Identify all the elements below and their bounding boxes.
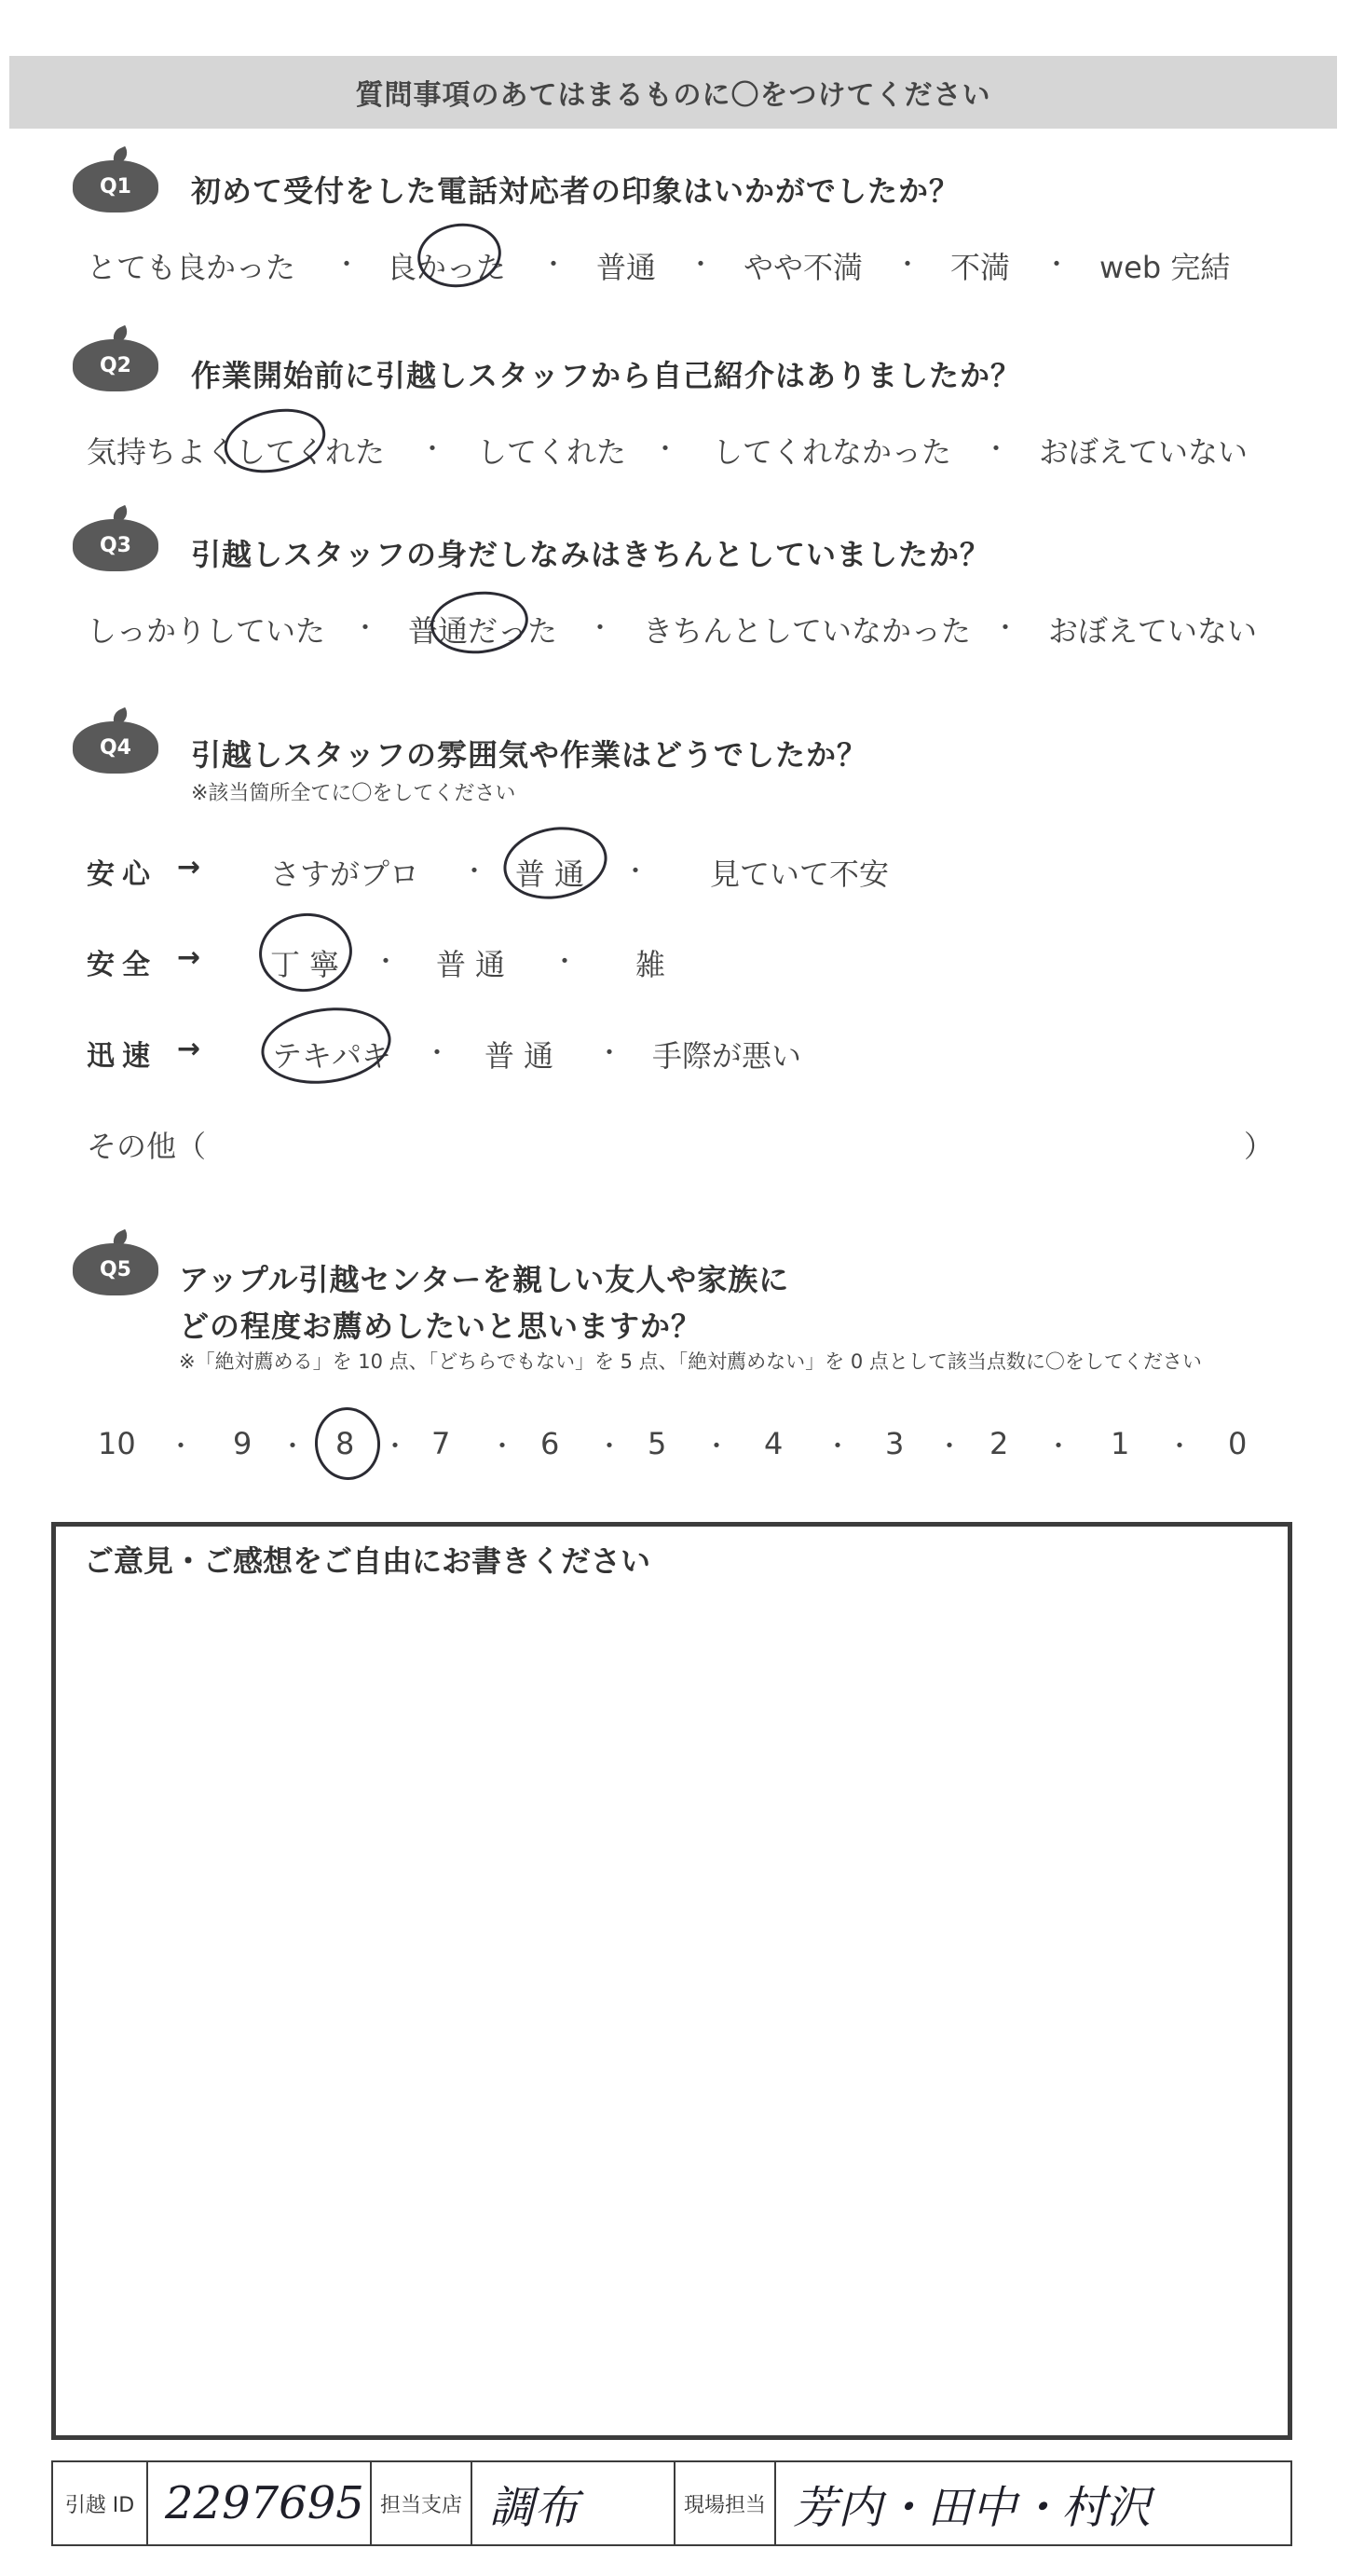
q1-option-3[interactable]: 普通 <box>596 250 657 285</box>
separator-dot: ・ <box>703 1431 730 1461</box>
separator-dot: ・ <box>936 1431 963 1461</box>
separator-dot: ・ <box>688 249 715 280</box>
separator-dot: ・ <box>489 1431 516 1461</box>
q4-row-1-option-2[interactable]: 普通 <box>515 856 594 892</box>
separator-dot: ・ <box>461 856 488 886</box>
q1-option-4[interactable]: やや不満 <box>744 250 864 285</box>
q1-badge <box>73 149 158 211</box>
score-0[interactable]: 0 <box>1228 1426 1248 1461</box>
q1-option-1[interactable]: とても良かった <box>87 250 296 285</box>
branch-label: 担当支店 <box>372 2462 472 2544</box>
score-3[interactable]: 3 <box>885 1426 905 1461</box>
q4-note: ※該当箇所全てに〇をしてください <box>191 782 516 805</box>
q2-option-4[interactable]: おぼえていない <box>1039 434 1249 470</box>
separator-dot: ・ <box>424 1037 451 1068</box>
separator-dot: ・ <box>373 946 400 977</box>
branch-value[interactable]: 調布 <box>472 2462 676 2544</box>
separator-dot: ・ <box>622 856 649 886</box>
q3-option-3[interactable]: きちんとしていなかった <box>643 613 972 649</box>
q4-row-2-option-2[interactable]: 普通 <box>436 947 515 982</box>
q4-badge <box>73 710 158 772</box>
separator-dot: ・ <box>1167 1431 1194 1461</box>
comments-title: ご意見・ご感想をご自由にお書きください <box>84 1543 651 1579</box>
score-10[interactable]: 10 <box>98 1426 136 1461</box>
separator-dot: ・ <box>1044 249 1071 280</box>
separator-dot: ・ <box>596 1037 623 1068</box>
q5-question-line-1: アップル引越センターを親しい友人や家族に <box>179 1262 790 1297</box>
score-9[interactable]: 9 <box>233 1426 252 1461</box>
form-header <box>9 56 1337 129</box>
score-8[interactable]: 8 <box>335 1426 355 1461</box>
q2-question: 作業開始前に引越しスタッフから自己紹介はありましたか？ <box>191 358 1022 393</box>
apple-icon: Q4 <box>73 721 158 774</box>
apple-icon: Q1 <box>73 160 158 212</box>
q3-option-1[interactable]: しっかりしていた <box>87 613 326 649</box>
site-staff-value[interactable]: 芳内・田中・村沢 <box>793 2481 1152 2534</box>
score-1[interactable]: 1 <box>1111 1426 1130 1461</box>
q4-row-3-option-3[interactable]: 手際が悪い <box>652 1038 802 1074</box>
apple-icon: Q5 <box>73 1243 158 1295</box>
q2-badge <box>73 328 158 390</box>
q4-other-label: その他（ <box>87 1129 207 1164</box>
q3-question: 引越しスタッフの身だしなみはきちんとしていましたか？ <box>191 537 991 572</box>
separator-dot: ・ <box>352 612 379 643</box>
q4-row-3-option-1[interactable]: テキパキ <box>272 1038 392 1074</box>
site-staff-label: 現場担当 <box>676 2462 776 2544</box>
q5-question-line-2: どの程度お薦めしたいと思いますか？ <box>179 1309 703 1344</box>
separator-dot: ・ <box>334 249 361 280</box>
comments-box <box>51 1522 1292 2440</box>
arrow-right-icon: → <box>177 1033 201 1065</box>
q3-option-2[interactable]: 普通だった <box>408 613 558 649</box>
q4-row-3-option-2[interactable]: 普通 <box>484 1038 564 1074</box>
q4-row-3-label: 迅速 <box>87 1040 157 1073</box>
separator-dot: ・ <box>382 1431 409 1461</box>
q4-row-1-option-3[interactable]: 見ていて不安 <box>710 856 890 892</box>
q2-option-3[interactable]: してくれなかった <box>713 434 952 470</box>
q1-option-6[interactable]: web 完結 <box>1099 250 1231 285</box>
comments-input[interactable] <box>75 1592 1269 2417</box>
move-id-value[interactable]: 2297695 <box>148 2462 372 2544</box>
separator-dot: ・ <box>596 1431 623 1461</box>
separator-dot: ・ <box>894 249 921 280</box>
q5-badge <box>73 1232 158 1294</box>
q4-other-input[interactable] <box>214 1118 1239 1159</box>
separator-dot: ・ <box>983 433 1010 464</box>
separator-dot: ・ <box>168 1431 195 1461</box>
q1-question: 初めて受付をした電話対応者の印象はいかがでしたか？ <box>191 173 961 209</box>
separator-dot: ・ <box>587 612 614 643</box>
q4-row-1-option-1[interactable]: さすがプロ <box>270 856 420 892</box>
score-selection-circle <box>312 1405 382 1483</box>
q4-row-1-label: 安心 <box>87 858 157 891</box>
footer-table <box>51 2460 1292 2546</box>
separator-dot: ・ <box>419 433 446 464</box>
q4-row-2-option-3[interactable]: 雑 <box>635 947 666 982</box>
separator-dot: ・ <box>540 249 567 280</box>
q1-option-2[interactable]: 良かった <box>387 250 507 285</box>
q3-option-4[interactable]: おぼえていない <box>1048 613 1258 649</box>
apple-icon: Q3 <box>73 519 158 571</box>
score-7[interactable]: 7 <box>431 1426 451 1461</box>
q4-other-close: ） <box>1244 1129 1275 1164</box>
score-4[interactable]: 4 <box>764 1426 784 1461</box>
q4-question: 引越しスタッフの雰囲気や作業はどうでしたか？ <box>191 737 868 773</box>
q2-option-1[interactable]: 気持ちよくしてくれた <box>87 434 386 470</box>
q4-row-1-selection-circle <box>498 819 612 907</box>
q4-row-2-option-1[interactable]: 丁寧 <box>270 947 349 982</box>
arrow-right-icon: → <box>177 941 201 974</box>
q3-badge <box>73 508 158 569</box>
separator-dot: ・ <box>652 433 679 464</box>
separator-dot: ・ <box>1045 1431 1072 1461</box>
separator-dot: ・ <box>825 1431 852 1461</box>
apple-icon: Q2 <box>73 339 158 391</box>
q5-note: ※「絶対薦める」を 10 点、「どちらでもない」を 5 点、「絶対薦めない」を 0 点として該当点数に〇をしてください <box>179 1350 1202 1373</box>
form-header-title: 質問事項のあてはまるものに〇をつけてください <box>355 79 991 112</box>
separator-dot: ・ <box>552 946 579 977</box>
arrow-right-icon: → <box>177 851 201 884</box>
score-5[interactable]: 5 <box>648 1426 667 1461</box>
q1-option-5[interactable]: 不満 <box>950 250 1011 285</box>
score-2[interactable]: 2 <box>989 1426 1009 1461</box>
q4-row-2-label: 安全 <box>87 949 157 981</box>
separator-dot: ・ <box>280 1431 307 1461</box>
score-6[interactable]: 6 <box>540 1426 560 1461</box>
move-id-label: 引越 ID <box>53 2462 148 2544</box>
separator-dot: ・ <box>992 612 1019 643</box>
q4-row-3-selection-circle <box>256 1000 396 1092</box>
q2-option-2[interactable]: してくれた <box>477 434 627 470</box>
